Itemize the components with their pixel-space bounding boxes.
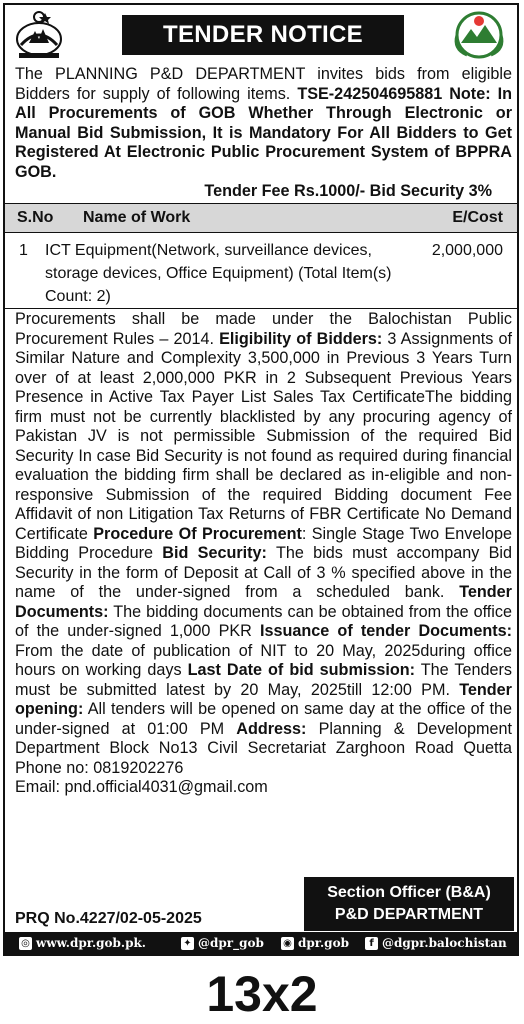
prq-number: PRQ No.4227/02-05-2025 (15, 910, 202, 927)
body-text: Planning & Development Department Block No13 Civil Secretariat Zarghoon Road Quetta Phone no: 0819202276 (15, 719, 512, 777)
footer-twitter[interactable] (181, 932, 264, 954)
signature-title: Section Officer (B&A) (327, 884, 491, 901)
body-text: 3 Assignments of Similar Nature and Complexity 3,500,000 in Previous 3 Years Turn over of at least 2,000,000 PKR in 2 Subsequent Previous Years Presence in Active Tax Payer List Sales Tax CertificateThe bidding firm must not be currently blacklisted by any procuring agency of Pakistan JV is not permissible Submission of the required Bid Security In case Bid Security is not found as required during financial evaluation the bidding firm shall be declared as in-eligible and non-responsive Submission of the required Bidding document Fee Affidavit of non Litigation Tax Returns of FBR Certificate No Demand Certificate (15, 329, 512, 543)
tender-fee: Tender Fee Rs.1000/- Bid Security 3% (204, 182, 492, 200)
row-work: ICT Equipment(Network, surveillance devices, storage devices, Office Equipment) (Total Item(s) Count: 2) (45, 242, 392, 305)
body-text: : Single Stage Two Envelope Bidding Procedure (15, 524, 512, 562)
eligibility-heading: Eligibility of Bidders: (219, 329, 383, 348)
last-date-heading: Last Date of bid submission: (187, 661, 416, 679)
footer-web[interactable] (19, 932, 146, 954)
body-text: All tenders will be opened on same day at the office of the under-signed at 01:00 PM (15, 700, 512, 738)
header-cost: E/Cost (452, 209, 503, 226)
signature-block (304, 877, 514, 931)
ad-size-label: 13x2 (206, 966, 318, 1022)
footer-instagram[interactable] (281, 932, 349, 954)
table-row (5, 233, 517, 309)
body-text: The bids must accompany Bid Security in the form of Deposit at Call of 3 % specified above in the name of the under-signed from a scheduled bank. (15, 544, 512, 601)
row-sno: 1 (19, 242, 28, 259)
intro-text (15, 65, 512, 202)
globe-icon: ◎ (19, 937, 32, 950)
footer-facebook-label: @dgpr.balochistan (382, 936, 507, 950)
body-text: The bidding documents can be obtained from the office of the under-signed 1,000 PKR (15, 602, 512, 640)
header-sno: S.No (17, 209, 54, 226)
table-header (5, 203, 517, 233)
address-heading: Address: (236, 719, 307, 738)
footer-instagram-label: dpr.gob (298, 936, 349, 950)
issuance-heading: Issuance of tender Documents: (260, 622, 512, 640)
footer-bar (5, 932, 517, 954)
body-text: The Tenders must be submitted latest by 20 May, 2025till 12:00 PM. (15, 661, 512, 699)
twitter-icon: ✦ (181, 937, 194, 950)
page-title: TENDER NOTICE (122, 15, 404, 55)
fee-line (15, 182, 512, 202)
tender-documents-heading: Tender Documents: (15, 583, 512, 621)
items-table (5, 203, 517, 309)
facebook-icon: f (365, 937, 378, 950)
signature-department: P&D DEPARTMENT (334, 906, 484, 923)
email-line: Email: pnd.official4031@gmail.com (15, 778, 268, 796)
header-name-of-work: Name of Work (83, 209, 191, 226)
body-text: From the date of publication of NIT to 20 May, 2025during office hours on working days (15, 641, 512, 679)
row-cost: 2,000,000 (431, 242, 503, 259)
notice-body (15, 310, 512, 798)
body-text: Procurements shall be made under the Balochistan Public Procurement Rules – 2014. (15, 310, 512, 348)
footer-twitter-label: @dpr_gob (198, 936, 264, 950)
intro-plain: The PLANNING P&D DEPARTMENT invites bids from eligible Bidders for supply of following items. (15, 65, 512, 103)
balochistan-emblem-icon (11, 9, 67, 61)
footer-web-label: www.dpr.gob.pk. (36, 936, 146, 950)
intro-bold: TSE-242504695881 Note: In All Procurements of GOB Whether Through Electronic or Manual Bid Submission, It is Mandatory For All Bidders to Get Registered At Electronic Public Procurement System of BPPRA GOB. (15, 84, 512, 181)
tender-notice-frame (3, 3, 519, 956)
bid-security-heading: Bid Security: (162, 544, 267, 562)
instagram-icon: ◉ (281, 937, 294, 950)
procedure-heading: Procedure Of Procurement (93, 524, 302, 543)
notice-header (5, 5, 517, 63)
footer-facebook[interactable] (365, 932, 507, 954)
government-seal-icon (447, 9, 511, 61)
tender-opening-heading: Tender opening: (15, 680, 512, 718)
